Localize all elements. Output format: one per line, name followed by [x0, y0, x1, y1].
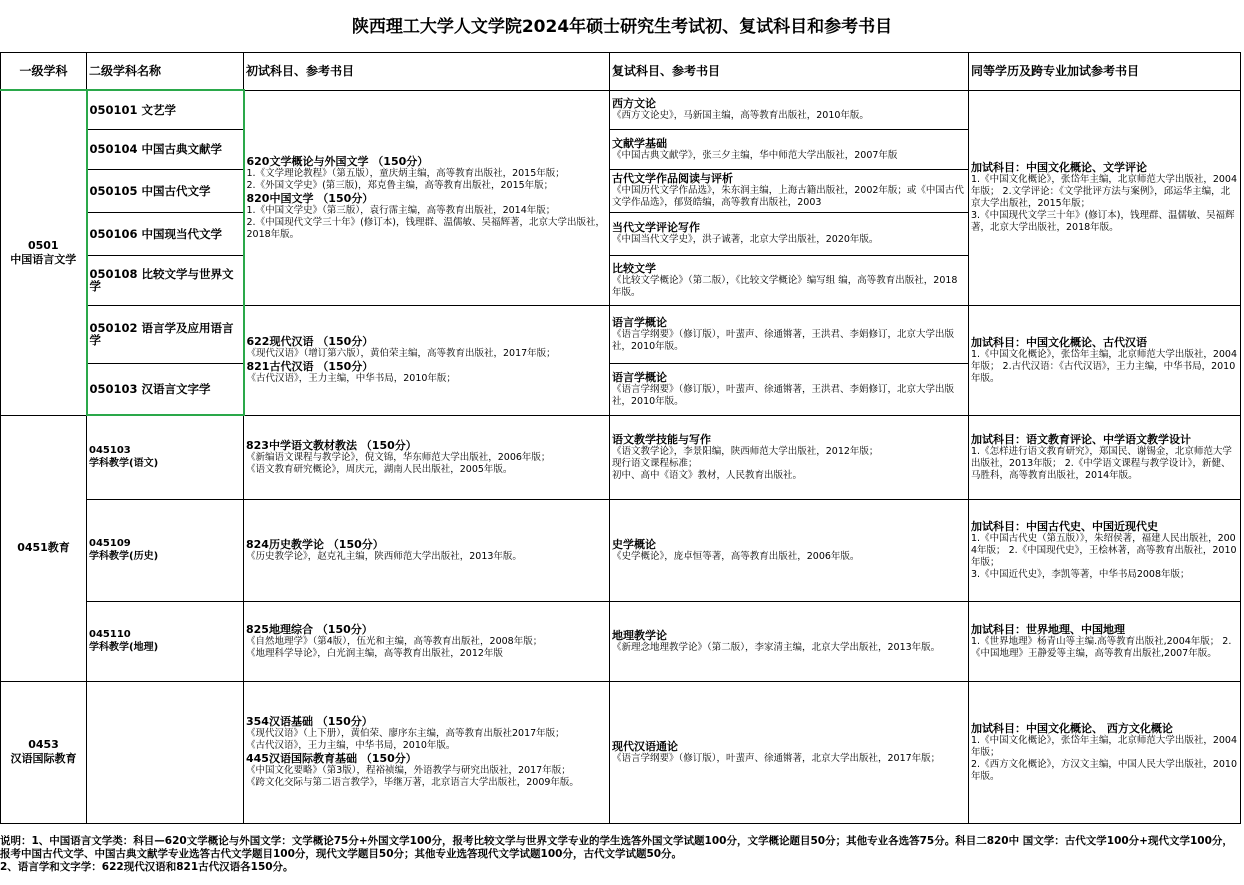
reference-line: 《中国古典文献学》，张三夕主编，华中师范大学出版社，2007年版: [612, 149, 898, 161]
note-2: 2、语言学和文字学：622现代汉语和821古代汉语各150分。: [0, 861, 294, 873]
subject-title: 语文教学技能与写作: [612, 432, 711, 446]
reference-line: 《现代汉语》（增订第六版），黄伯荣主编，高等教育出版社，2017年版；: [246, 348, 556, 359]
note-1: 说明：1、中国语言文学类：科目—620文学概论与外国文学：文学概论75分+外国文学100分，报考比较文学与世界文学专业的学生选答外国文学试题100分，文学概论题目50分；其他专业各选答75分。科目二820中 国文学：古代文学100分+现代文学100分，报考中国古代文学、中国古典文献学专业选答古代文学题目100分，现代文学题目50分；其他专业选答现代文学试题100分，古代文学试题50分。: [0, 835, 1233, 860]
reference-line: 2.《外国文学史》(第三版)，郑克鲁主编，高等教育出版社，2015年版；: [246, 179, 554, 191]
reference-line: 《古代汉语》，王力主编，中华书局，2010年版；: [246, 373, 456, 384]
reference-line: 《中国当代文学史》，洪子诚著，北京大学出版社，2020年版。: [612, 234, 879, 245]
sub-045110: 045110 学科教学(地理): [87, 601, 244, 681]
reference-line: 《现代汉语》（上下册），黄伯荣、廖序东主编，高等教育出版社2017年版；: [246, 728, 565, 739]
cell-lines: [612, 316, 966, 353]
extra-045110: [969, 601, 1241, 681]
sub-050103: 050103 汉语言文字学: [87, 363, 244, 415]
reference-line: 1.《世界地理》杨青山等主编.高等教育出版社,2004年版； 2.《中国地理》王静爱等主编，高等教育出版社,2007年版。: [971, 635, 1232, 659]
subject-title: 西方文论: [612, 97, 656, 110]
retest-0453: [610, 681, 969, 823]
cell-lines: [612, 538, 966, 563]
table-row: [1, 90, 1241, 129]
reference-line: 《语言学纲要》（修订版），叶蜚声、徐通锵著，王洪君、李娟修订，北京大学出版社，2010年版。: [612, 383, 955, 407]
subject-title: 821古代汉语 （150分）: [246, 360, 374, 373]
reference-line: 初中、高中《语文》教材，人民教育出版社。: [612, 469, 803, 481]
cell-lines: [971, 336, 1238, 385]
reference-line: 2.《中国现代文学三十年》(修订本)，钱理群、温儒敏、吴福辉著，北京大学出版社，2018年版。: [246, 216, 605, 240]
page-title: 陕西理工大学人文学院2024年硕士研究生考试初、复试科目和参考书目: [351, 17, 893, 37]
sub-050108: 050108 比较文学与世界文学: [87, 255, 244, 305]
reference-line: 1.《中国古代史（第五版）》，朱绍侯著，福建人民出版社，2004年版； 2.《中国现代史》，王桧林著，高等教育出版社，2010年版；: [971, 532, 1237, 568]
reference-line: 《比较文学概论》（第二版），《比较文学概论》编写组 编，高等教育出版社，2018年版。: [612, 274, 958, 298]
subject-title: 加试科目：中国文化概论、古代汉语: [971, 335, 1147, 349]
table-row: [1, 305, 1241, 363]
cell-lines: [612, 172, 966, 209]
subject-title: 加试科目：语文教育评论、中学语文教学设计: [971, 432, 1191, 446]
level1-chinese-intl-education: 0453 汉语国际教育: [1, 681, 87, 823]
header-level1: 一级学科: [1, 53, 87, 91]
subject-title: 语言学概论: [612, 370, 667, 384]
reference-line: 《古代汉语》，王力主编，中华书局，2010年版。: [246, 740, 456, 751]
subject-title: 比较文学: [612, 261, 656, 275]
sub-050105: 050105 中国古代文学: [87, 169, 244, 212]
cell-lines: [612, 740, 966, 765]
cell-lines: [246, 715, 607, 789]
subject-title: 加试科目：世界地理、中国地理: [971, 622, 1125, 636]
header-retest: 复试科目、参考书目: [610, 53, 969, 91]
extra-045109: [969, 499, 1241, 601]
table-row: [1, 499, 1241, 601]
table-row: [1, 601, 1241, 681]
exam-045110: [244, 601, 610, 681]
subject-title: 825地理综合 （150分）: [246, 622, 373, 636]
sub-050104: 050104 中国古典文献学: [87, 129, 244, 169]
cell-lines: [612, 629, 966, 654]
extra-045103: [969, 415, 1241, 499]
retest-045109: [610, 499, 969, 601]
cell-lines: [971, 161, 1238, 234]
reference-line: 《历史教学论》，赵克礼主编，陕西师范大学出版社，2013年版。: [246, 550, 522, 562]
cell-lines: [247, 155, 608, 241]
retest-1: [610, 129, 969, 169]
cell-lines: [612, 97, 966, 122]
subject-title: 820中国文学 （150分）: [246, 191, 374, 205]
cell-lines: [247, 335, 608, 385]
sub-045109: 045109 学科教学(历史): [87, 499, 244, 601]
exam-045109: [244, 499, 610, 601]
reference-line: 1.《中国文化概论》，张岱年主编，北京师范大学出版社，2004年版； 2.古代汉语：《古代汉语》，王力主编，中华书局，2010年版。: [971, 348, 1237, 384]
sub-050106: 050106 中国现当代文学: [87, 212, 244, 255]
extra-linguistics: [969, 305, 1241, 415]
reference-line: 《语文教学论》，李景阳编，陕西师范大学出版社，2012年版；: [612, 445, 879, 457]
subject-title: 823中学语文教材教法 （150分）: [246, 438, 417, 452]
level1-chinese-literature: 0501 中国语言文学: [1, 90, 87, 415]
cell-lines: [246, 439, 607, 476]
reference-line: 2.《西方文化概论》，方汉文主编，中国人民大学出版社，2010年版。: [971, 758, 1237, 782]
cell-lines: [612, 221, 966, 246]
retest-045110: [610, 601, 969, 681]
reference-line: 《新理念地理教学论》（第二版），李家清主编，北京大学出版社，2013年版。: [612, 641, 941, 653]
retest-6: [610, 363, 969, 415]
reference-line: 1.《中国文化概论》，张岱年主编，北京师范大学出版社，2004年版； 2.文学评论：《文学批评方法与案例》，邱运华主编，北京大学出版社，2015年版；: [971, 174, 1237, 209]
header-initial-exam: 初试科目、参考书目: [244, 53, 610, 91]
cell-lines: [246, 538, 607, 563]
reference-line: 《新编语文课程与教学论》，倪文锦，华东师范大学出版社，2006年版；: [246, 451, 551, 463]
subject-title: 加试科目：中国古代史、中国近现代史: [971, 519, 1158, 533]
subject-title: 622现代汉语 （150分）: [246, 335, 374, 348]
subject-title: 加试科目：中国文化概论、文学评论: [971, 161, 1147, 174]
cell-lines: [612, 137, 966, 162]
exam-045103: [244, 415, 610, 499]
reference-line: 1.《文学理论教程》（第五版），童庆炳主编，高等教育出版社，2015年版；: [246, 167, 565, 179]
reference-line: 《中国历代文学作品选》，朱东润主编，上海古籍出版社，2002年版；或《中国古代文学作品选》，郁贤皓编，高等教育出版社，2003: [612, 185, 964, 208]
table-row: [1, 415, 1241, 499]
exam-chinese-lit: [244, 90, 610, 305]
cell-lines: [971, 623, 1238, 660]
cell-lines: [612, 433, 966, 482]
header-row: [1, 53, 1241, 91]
cell-lines: [971, 520, 1238, 581]
subject-title: 354汉语基础 （150分）: [246, 715, 373, 728]
header-level2: 二级学科名称: [87, 53, 244, 91]
exam-linguistics: [244, 305, 610, 415]
reference-line: 1.《中国文学史》（第三版），袁行霈主编，高等教育出版社，2014年版；: [246, 204, 556, 216]
subject-title: 史学概论: [612, 537, 656, 551]
retest-0: [610, 90, 969, 129]
sub-045103: 045103 学科教学(语文): [87, 415, 244, 499]
reference-line: 《地理科学导论》，白光润主编，高等教育出版社，2012年版: [246, 647, 503, 659]
reference-line: 《自然地理学》（第4版），伍光和主编，高等教育出版社，2008年版；: [246, 635, 543, 647]
reference-line: 3.《中国现代文学三十年》(修订本)，钱理群、温儒敏、吴福辉著，北京大学出版社，2018年版。: [971, 210, 1235, 233]
header-extra-exam: 同等学历及跨专业加试参考书目: [969, 53, 1241, 91]
subject-title: 地理教学论: [612, 628, 667, 642]
exam-table: [0, 52, 1241, 824]
notes: [0, 835, 1240, 874]
sub-050101: 050101 文艺学: [87, 90, 244, 129]
subject-title: 古代文学作品阅读与评析: [612, 172, 733, 185]
reference-line: 《语文教育研究概论》，周庆元，湖南人民出版社，2005年版。: [246, 463, 513, 475]
retest-2: [610, 169, 969, 212]
reference-line: 3.《中国近代史》，李凯等著，中华书局2008年版；: [971, 568, 1190, 580]
reference-line: 《语言学纲要》（修订版），叶蜚声、徐通锵著，王洪君、李娟修订，北京大学出版社，2010年版。: [612, 328, 955, 352]
subject-title: 现代汉语通论: [612, 739, 678, 753]
cell-lines: [971, 433, 1238, 482]
extra-chinese-lit: [969, 90, 1241, 305]
reference-line: 《西方文论史》，马新国主编，高等教育出版社，2010年版。: [612, 110, 869, 121]
subject-title: 当代文学评论写作: [612, 221, 700, 234]
retest-045103: [610, 415, 969, 499]
reference-line: 《中国文化要略》（第3版），程裕祯编，外语教学与研究出版社，2017年版；: [246, 765, 571, 776]
retest-4: [610, 255, 969, 305]
reference-line: 1.《中国文化概论》，张岱年主编，北京师范大学出版社，2004年版；: [971, 734, 1237, 758]
reference-line: 《语言学纲要》（修订版），叶蜚声、徐通锵著，北京大学出版社，2017年版；: [612, 752, 941, 764]
reference-line: 1.《怎样进行语文教育研究》，郑国民、谢锡金，北京师范大学出版社，2013年版； 2.《中学语文课程与教学设计》，新健、马胜科，高等教育出版社，2014年版。: [971, 445, 1232, 481]
subject-title: 语言学概论: [612, 315, 667, 329]
subject-title: 文献学基础: [612, 136, 667, 150]
sub-0453-empty: [87, 681, 244, 823]
retest-5: [610, 305, 969, 363]
extra-0453: [969, 681, 1241, 823]
cell-lines: [246, 623, 607, 660]
subject-title: 824历史教学论 （150分）: [246, 537, 384, 551]
level1-education: 0451教育: [1, 415, 87, 681]
subject-title: 445汉语国际教育基础 （150分）: [246, 752, 417, 765]
reference-line: 《史学概论》，庞卓恒等著，高等教育出版社，2006年版。: [612, 550, 860, 562]
reference-line: 《跨文化交际与第二语言教学》，毕继万著，北京语言大学出版社，2009年版。: [246, 777, 579, 788]
cell-lines: [612, 371, 966, 408]
table-row: [1, 681, 1241, 823]
cell-lines: [612, 262, 966, 299]
cell-lines: [971, 722, 1238, 783]
sub-050102: 050102 语言学及应用语言学: [87, 305, 244, 363]
subject-title: 620文学概论与外国文学 （150分）: [246, 154, 429, 168]
subject-title: 加试科目：中国文化概论、 西方文化概论: [971, 721, 1173, 735]
exam-0453: [244, 681, 610, 823]
retest-3: [610, 212, 969, 255]
reference-line: 现行语文课程标准；: [612, 457, 698, 469]
